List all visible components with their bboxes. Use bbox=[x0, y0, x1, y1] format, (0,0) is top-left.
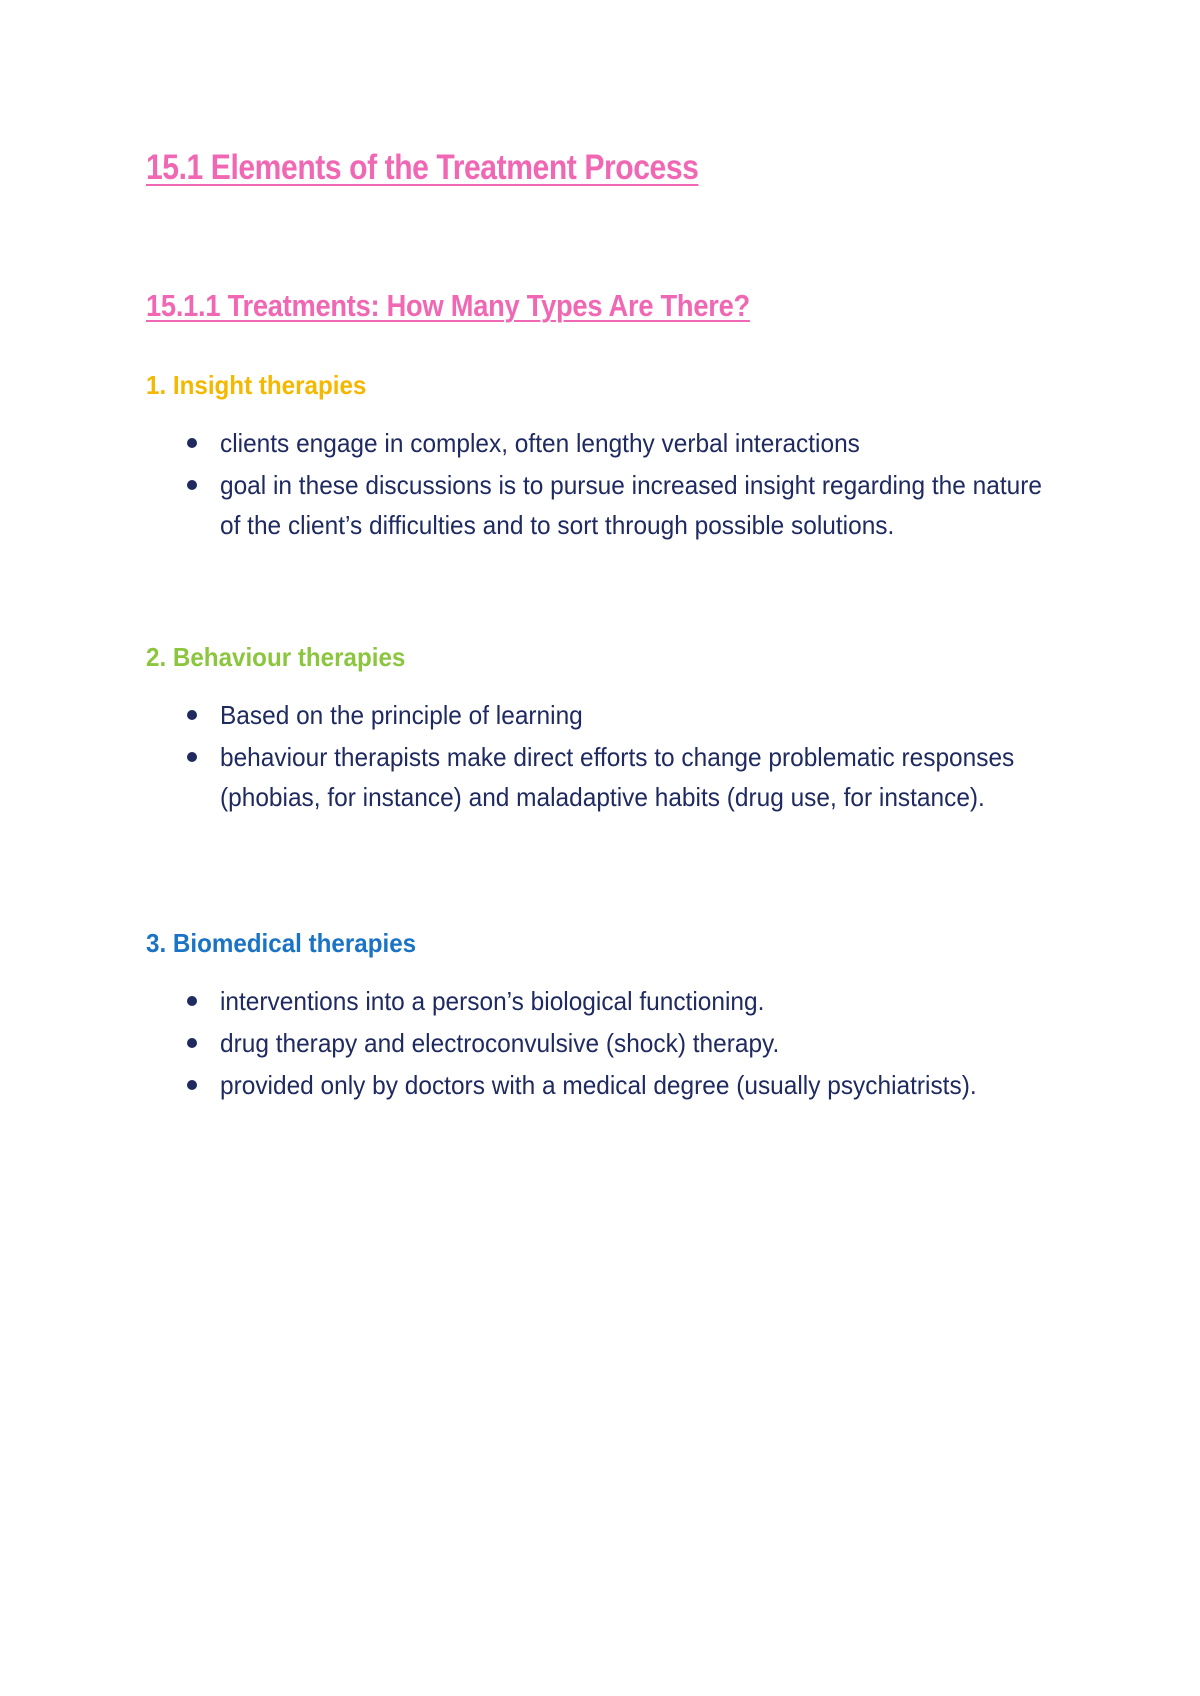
list-item-text: goal in these discussions is to pursue increased insight regarding the nature of the client’s difficulties and to sort through possible solutions. bbox=[220, 470, 1042, 540]
list-item-text: provided only by doctors with a medical degree (usually psychiatrists). bbox=[220, 1070, 977, 1100]
bullet-icon bbox=[187, 996, 197, 1006]
list-item bbox=[146, 981, 1076, 1021]
bullet-icon bbox=[187, 480, 197, 490]
list-item-text: behaviour therapists make direct efforts to change problematic responses (phobias, for instance) and maladaptive habits (drug use, for instance). bbox=[220, 742, 1015, 812]
list-item-text: interventions into a person’s biological functioning. bbox=[220, 986, 765, 1016]
list-item bbox=[146, 737, 1076, 817]
bullet-icon bbox=[187, 710, 197, 720]
page-title: 15.1 Elements of the Treatment Process bbox=[146, 148, 699, 187]
list-item bbox=[146, 423, 1076, 463]
section-subtitle: 15.1.1 Treatments: How Many Types Are There? bbox=[146, 288, 750, 323]
bullet-icon bbox=[187, 1038, 197, 1048]
insight-therapies-heading: 1. Insight therapies bbox=[146, 370, 367, 400]
list-item bbox=[146, 1065, 1076, 1105]
insight-therapies-list bbox=[146, 423, 1076, 547]
bullet-icon bbox=[187, 752, 197, 762]
list-item bbox=[146, 465, 1076, 545]
bullet-icon bbox=[187, 438, 197, 448]
behaviour-therapies-list bbox=[146, 695, 1076, 819]
list-item-text: drug therapy and electroconvulsive (shock) therapy. bbox=[220, 1028, 780, 1058]
list-item-text: clients engage in complex, often lengthy verbal interactions bbox=[220, 428, 860, 458]
list-item-text: Based on the principle of learning bbox=[220, 700, 583, 730]
list-item bbox=[146, 695, 1076, 735]
list-item bbox=[146, 1023, 1076, 1063]
bullet-icon bbox=[187, 1080, 197, 1090]
biomedical-therapies-heading: 3. Biomedical therapies bbox=[146, 928, 417, 958]
behaviour-therapies-heading: 2. Behaviour therapies bbox=[146, 642, 406, 672]
biomedical-therapies-list bbox=[146, 981, 1076, 1107]
